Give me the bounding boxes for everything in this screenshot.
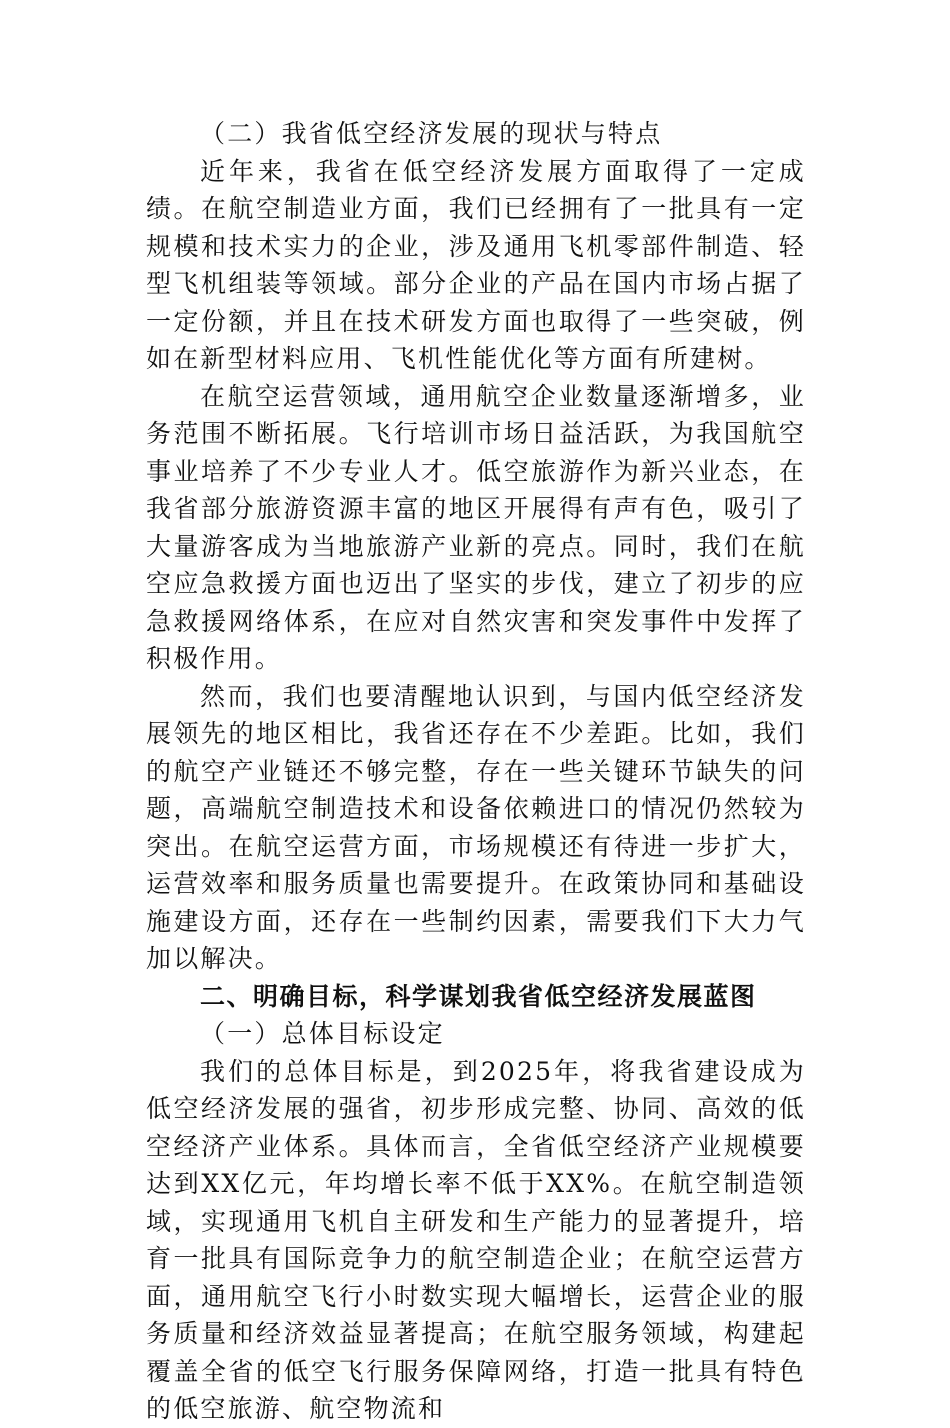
paragraph-overall-goals: 我们的总体目标是，到2025年，将我省建设成为低空经济发展的强省，初步形成完整、协同、高效的低空经济产业体系。具体而言，全省低空经济产业规模要达到XX亿元，年均增长率不低于XX%。在航空制造领域，实现通用飞机自主研发和生产能力的显著提升，培育一批具有国际竞争力的航空制造企业；在航空运营方面，通用航空飞行小时数实现大幅增长，运营企业的服务质量和经济效益显著提高；在航空服务领域，构建起覆盖全省的低空飞行服务保障网络，打造一批具有特色的低空旅游、航空物流和 xyxy=(146,1056,806,1423)
paragraph-current-achievements: 近年来，我省在低空经济发展方面取得了一定成绩。在航空制造业方面，我们已经拥有了一批具有一定规模和技术实力的企业，涉及通用飞机零部件制造、轻型飞机组装等领域。部分企业的产品在国内市场占据了一定份额，并且在技术研发方面也取得了一些突破，例如在新型材料应用、飞机性能优化等方面有所建树。 xyxy=(146,156,806,373)
chapter-2-heading: 二、明确目标，科学谋划我省低空经济发展蓝图 xyxy=(200,981,757,1011)
paragraph-gaps: 然而，我们也要清醒地认识到，与国内低空经济发展领先的地区相比，我省还存在不少差距。比如，我们的航空产业链还不够完整，存在一些关键环节缺失的问题，高端航空制造技术和设备依赖进口的情况仍然较为突出。在航空运营方面，市场规模还有待进一步扩大，运营效率和服务质量也需要提升。在政策协同和基础设施建设方面，还存在一些制约因素，需要我们下大力气加以解决。 xyxy=(146,681,806,973)
document-page xyxy=(146,115,806,1428)
section-2-title: （二）我省低空经济发展的现状与特点 xyxy=(200,119,663,148)
paragraph-aviation-operations: 在航空运营领域，通用航空企业数量逐渐增多，业务范围不断拓展。飞行培训市场日益活跃，为我国航空事业培养了不少专业人才。低空旅游作为新兴业态，在我省部分旅游资源丰富的地区开展得有声有色，吸引了大量游客成为当地旅游产业新的亮点。同时，我们在航空应急救援方面也迈出了坚实的步伐，建立了初步的应急救援网络体系，在应对自然灾害和突发事件中发挥了积极作用。 xyxy=(146,381,806,673)
subsection-1-title: （一）总体目标设定 xyxy=(200,1019,445,1048)
